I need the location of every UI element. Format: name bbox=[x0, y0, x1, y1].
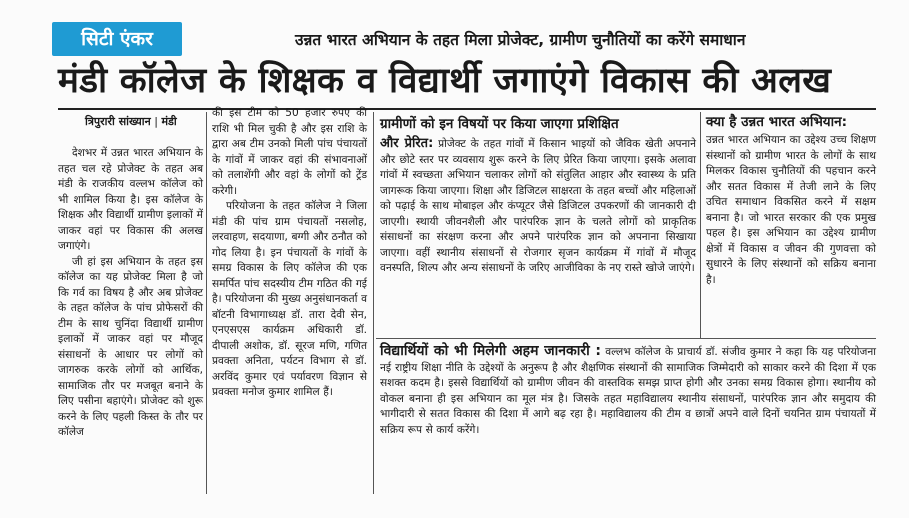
paragraph: की इस टीम को 50 हजार रुपए की राशि भी मिल चुकी है और इस राशि के द्वारा अब टीम उनको मिली पांच पंचायतों के गांवों में जाकर वहां की संभावनाओं को तलाशेंगी और वहां के लोगों को ट्रेंड करेगी। bbox=[212, 107, 367, 197]
byline-place: मंडी bbox=[161, 115, 177, 128]
column-divider bbox=[373, 112, 374, 494]
about-campaign-body: उन्नत भारत अभियान का उद्देश्य उच्च शिक्षण संस्थानों को ग्रामीण भारत के लोगों के साथ मिलकर विकास चुनौतियों की पहचान करने और सतत विकास में तेजी लाने के लिए उचित समाधान विकसित करने में सक्षम बनाना है। जो भारत सरकार की एक प्रमुख पहल है। इस अभियान का उद्देश्य ग्रामीण क्षेत्रों में विकास व जीवन की गुणवत्ता को सुधारने के लिए संस्थानों को सक्रिय बनाना है। bbox=[706, 134, 876, 286]
section-divider bbox=[376, 338, 876, 339]
section-text: प्रोजेक्ट के तहत गांवों में किसान भाइयों को जैविक खेती अपनाने और छोटे स्तर पर व्यवसाय शुरू करने के लिए प्रेरित किया जाएगा। इसके अलावा गांवों में स्वच्छता अभियान चलाकर लोगों को संतुलित आहार और स्वास्थ्य के प्रति जागरूक किया जाएगा। शिक्षा और डिजिटल साक्षरता के तहत बच्चों और महिलाओं को पढ़ाई के साथ मोबाइल और कंप्यूटर जैसे डिजिटल उपकरणों की जानकारी दी जाएगी। स्थायी जीवनशैली और पारंपरिक ज्ञान के चलते लोगों को प्राकृतिक संसाधनों का संरक्षण करना और अपने पारंपरिक ज्ञान को अपनाना सिखाया जाएगा। वहीं स्थानीय संसाधनों से रोजगार सृजन कार्यक्रम में गांवों में मौजूद वनस्पति, शिल्प और अन्य संसाधनों के जरिए आजीविका के नए रास्ते खोजे जाएंगे। bbox=[380, 138, 696, 274]
headline: मंडी कॉलेज के शिक्षक व विद्यार्थी जगाएंगे विकास की अलख bbox=[58, 61, 832, 101]
column-divider bbox=[700, 112, 701, 338]
article-column-1 bbox=[58, 146, 203, 441]
kicker-line: उन्नत भारत अभियान के तहत मिला प्रोजेक्ट, ग्रामीण चुनौतियों का करेंगे समाधान bbox=[295, 31, 746, 49]
section-heading-about-campaign: क्या है उन्नत भारत अभियान: bbox=[706, 114, 848, 130]
paragraph: जी हां इस अभियान के तहत इस कॉलेज का यह प्रोजेक्ट मिला है जो कि गर्व का विषय है और अब प्रोजेक्ट के तहत कॉलेज के पांच प्रोफेसरों की टीम के साथ चुनिंदा विद्यार्थी ग्रामीण इलाकों में जाकर वहां पर मौजूद संसाधनों के आधार पर लोगों को जागरुक करके लोगों को आर्थिक, सामाजिक तौर पर मजबूत बनाने के लिए पसीना बहाएंगे। प्रोजेक्ट को शुरू करने के लिए पहली किस्त के तौर पर कॉलेज bbox=[58, 255, 203, 438]
byline-separator: | bbox=[150, 115, 162, 128]
byline-author: त्रिपुरारी सांख्यान bbox=[85, 115, 151, 128]
section-heading-training: ग्रामीणों को इन विषयों पर किया जाएगा प्रशिक्षित bbox=[380, 116, 619, 132]
section-text: वल्लभ कॉलेज के प्राचार्य डॉ. संजीव कुमार ने कहा कि यह परियोजना नई राष्ट्रीय शिक्षा नीति के उद्देश्यों के अनुरूप है और शैक्षणिक संस्थानों की सामाजिक जिम्मेदारी को साकार करने की दिशा में एक सशक्त कदम है। इससे विद्यार्थियों को ग्रामीण जीवन की वास्तविक समझ प्राप्त होगी और उनका समग्र विकास होगा। स्थानीय को वोकल बनाना ही इस अभियान का मूल मंत्र है। जिसके तहत महाविद्यालय स्थानीय संसाधनों, पारंपरिक ज्ञान और समुदाय की भागीदारी से सतत विकास की दिशा में आगे बढ़ रहा है। महाविद्यालय की टीम व छात्रों अपने वाले दिनों चयनित ग्राम पंचायतों में सक्रिय रूप से कार्य करेंगे। bbox=[380, 346, 876, 436]
paragraph: परियोजना के तहत कॉलेज ने जिला मंडी की पांच ग्राम पंचायतों नसलोह, लरवाहण, सदयाणा, बग्गी और ठनौत को गोद लिया है। इन पंचायतों के गांवों के समग्र विकास के लिए कॉलेज की एक समर्पित पांच सदस्यीय टीम गठित की गई है। परियोजना की मुख्य अनुसंधानकर्ता व बॉटनी विभागाध्यक्ष डॉ. तारा देवी सेन, एनएसएस कार्यक्रम अधिकारी डॉ. दीपाली अशोक, डॉ. सूरज मणि, गणित प्रवक्ता अनिता, पर्यटन विभाग से डॉ. अरविंद कुमार एवं पर्यावरण विज्ञान से प्रवक्ता मनोज कुमार शामिल हैं। bbox=[212, 200, 367, 398]
column-divider bbox=[206, 112, 207, 494]
training-section-body bbox=[380, 136, 696, 277]
section-lead: और प्रेरित: bbox=[380, 136, 434, 151]
paragraph: देशभर में उन्नत भारत अभियान के तहत चल रहे प्रोजेक्ट के तहत अब मंडी के राजकीय वल्लभ कॉलेज को भी शामिल किया है। इस कॉलेज के शिक्षक और विद्यार्थी ग्रामीण इलाकों में जाकर वहां पर विकास की अलख जगाएंगे। bbox=[58, 147, 203, 252]
byline bbox=[85, 114, 177, 129]
article-column-2 bbox=[212, 106, 367, 401]
section-lead: विद्यार्थियों को भी मिलेगी अहम जानकारी : bbox=[380, 343, 602, 359]
section-tag: सिटी एंकर bbox=[52, 22, 182, 56]
students-section-body bbox=[380, 344, 876, 438]
headline-rule bbox=[58, 108, 876, 110]
